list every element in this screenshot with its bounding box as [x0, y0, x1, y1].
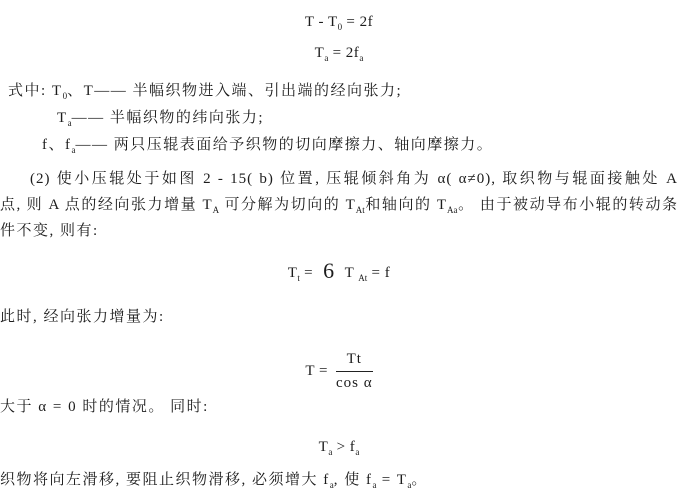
formula-fraction: [0, 350, 678, 393]
comparison-line: 大于 α = 0 时的情况。 同时:: [0, 399, 209, 415]
fraction: [336, 350, 373, 393]
formula-warp-tension: $T - T_0 = 2f$: [304, 14, 374, 32]
paragraph2-line-1: (2) 使小压辊处于如图 2 - 15( b) 位置, 压辊倾斜角为 α( α≠0), 取织物与辊面接触处 A: [30, 171, 678, 187]
paragraph2-line-2: 点, 则 A 点的经向张力增量 $T_A$ 可分解为切向的 $T_{At}$和轴向的 $T_{Aa}$。 由于被动导布小辊的转动条: [0, 197, 678, 215]
formula-tangential: $T_t = 6$ T $_{At}$ = f: [287, 258, 391, 283]
fraction-lead: T =: [305, 362, 328, 379]
formula-weft-tension: $T_a = 2f_a$: [314, 45, 364, 63]
conclusion-line: 织物将向左滑移, 要阻止织物滑移, 必须增大 $f_a$, 使 $f_a = T_a$。: [0, 472, 428, 490]
fraction-numerator: Tt: [336, 350, 373, 372]
where-clause-line-1: 式中: $T_0$、T—— 半幅织物进入端、引出端的经向张力;: [8, 83, 403, 101]
formula-inequality: $T_a > f_a$: [318, 439, 360, 457]
paragraph2-line-3: 件不变, 则有:: [0, 223, 99, 239]
fraction-denominator: cos α: [336, 375, 373, 391]
where-clause-line-3: f、$f_a——$ 两只压辊表面给予织物的切向摩擦力、轴向摩擦力。: [42, 137, 494, 155]
where-clause-line-2: $T_a——$ 半幅织物的纬向张力;: [57, 110, 265, 128]
tension-increase-intro: 此时, 经向张力增量为:: [0, 309, 165, 325]
